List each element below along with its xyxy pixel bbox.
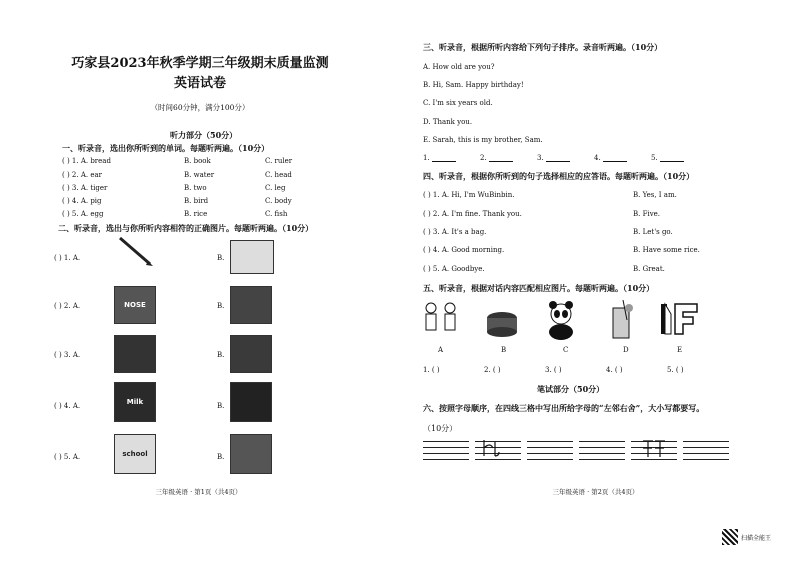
writing-grid[interactable] (527, 441, 573, 461)
s4-row: ( ) 2. A. I'm fine. Thank you. (423, 210, 522, 218)
face-image (230, 286, 272, 324)
s1-row: ( ) 1. A. bread (62, 157, 111, 165)
house-image (230, 434, 272, 474)
animal-image (230, 335, 272, 373)
s1-option-c: C. body (265, 197, 292, 205)
s1-option-b: B. book (184, 157, 211, 165)
section-6-score: （10分） (423, 424, 458, 433)
s5-answer[interactable]: 2. ( ) (484, 366, 501, 374)
s4-row: ( ) 4. A. Good morning. (423, 246, 505, 254)
s1-option-b: B. rice (184, 210, 208, 218)
s1-option-c: C. head (265, 171, 292, 179)
s3-blank[interactable]: 2. (480, 154, 513, 162)
eraser-image (230, 240, 274, 274)
section-2-title: 二、听录音，选出与你所听内容相符的正确图片。每题听两遍。（10分） (58, 223, 314, 233)
s1-option-b: B. water (184, 171, 215, 179)
s2-option-b: B. (217, 453, 225, 461)
s3-blank[interactable]: 5. (651, 154, 684, 162)
s3-item: A. How old are you? (423, 63, 495, 71)
letter-f-image (659, 300, 703, 340)
s4-row: ( ) 5. A. Goodbye. (423, 265, 485, 273)
s1-row: ( ) 5. A. egg (62, 210, 104, 218)
section-4-title: 四、听录音，根据你所听到的句子选择相应的应答语。每题听两遍。（10分） (423, 171, 695, 181)
s3-item: D. Thank you. (423, 118, 473, 126)
s2-option-b: B. (217, 254, 225, 262)
s5-label: D (623, 346, 629, 354)
handwritten-letters (481, 438, 501, 460)
listening-heading: 听力部分（50分） (170, 130, 238, 140)
s5-label: B (501, 346, 507, 354)
s5-label: C (563, 346, 569, 354)
s4-option-b: B. Let's go. (633, 228, 673, 236)
s3-item: C. I'm six years old. (423, 99, 493, 107)
s5-answer[interactable]: 5. ( ) (667, 366, 684, 374)
s1-option-c: C. ruler (265, 157, 293, 165)
exam-subtitle: 英语试卷 (173, 76, 226, 91)
juice-image (609, 300, 635, 340)
s2-option-b: B. (217, 402, 225, 410)
s4-option-b: B. Great. (633, 265, 665, 273)
s1-row: ( ) 3. A. tiger (62, 184, 108, 192)
nose-image: NOSE (114, 286, 156, 324)
s4-row: ( ) 3. A. It's a bag. (423, 228, 487, 236)
s5-label: A (438, 346, 444, 354)
writing-grid[interactable] (683, 441, 729, 461)
scanner-logo-text: 扫描全能王 (741, 534, 772, 542)
s1-row: ( ) 2. A. ear (62, 171, 102, 179)
s2-row: ( ) 3. A. (54, 351, 81, 359)
s5-answer[interactable]: 1. ( ) (423, 366, 440, 374)
s5-label: E (677, 346, 683, 354)
s5-answer[interactable]: 3. ( ) (545, 366, 562, 374)
right-page (397, 0, 794, 561)
s4-option-b: B. Five. (633, 210, 661, 218)
writing-grid[interactable] (423, 441, 469, 461)
s2-row: ( ) 5. A. (54, 453, 81, 461)
s5-answer[interactable]: 4. ( ) (606, 366, 623, 374)
section-3-title: 三、听录音，根据所听内容给下列句子排序。录音听两遍。（10分） (423, 42, 663, 52)
s1-row: ( ) 4. A. pig (62, 197, 102, 205)
s4-option-b: B. Have some rice. (633, 246, 700, 254)
cake-image (485, 300, 519, 340)
s1-option-b: B. bird (184, 197, 209, 205)
exam-title: 巧家县2023年秋季学期三年级期末质量监测 (71, 56, 329, 71)
s1-option-b: B. two (184, 184, 207, 192)
s2-row: ( ) 4. A. (54, 402, 81, 410)
school-image: school (114, 434, 156, 474)
page-footer: 三年级英语 · 第2页（共4页） (552, 488, 639, 496)
handwritten-letters (641, 438, 667, 460)
pencil-image (114, 236, 156, 266)
s4-option-b: B. Yes, I am. (633, 191, 677, 199)
rabbit-image (114, 335, 156, 373)
s2-option-b: B. (217, 302, 225, 310)
s3-blank[interactable]: 1. (423, 154, 456, 162)
s4-row: ( ) 1. A. Hi, I'm WuBinbin. (423, 191, 515, 199)
s2-row: ( ) 2. A. (54, 302, 81, 310)
fire-image (230, 382, 272, 422)
s3-blank[interactable]: 4. (594, 154, 627, 162)
s3-blank[interactable]: 3. (537, 154, 570, 162)
time-note: （时间60分钟，满分100分） (150, 103, 250, 112)
scanner-watermark (722, 529, 792, 545)
milk-image: Milk (114, 382, 156, 422)
writing-grid[interactable] (579, 441, 625, 461)
section-5-title: 五、听录音，根据对话内容匹配相应图片。每题听两遍。（10分） (423, 283, 655, 293)
s2-row: ( ) 1. A. (54, 254, 81, 262)
section-1-title: 一、听录音，选出你所听到的单词。每题听两遍。（10分） (62, 143, 270, 153)
s1-option-c: C. leg (265, 184, 286, 192)
s1-option-c: C. fish (265, 210, 288, 218)
children-image (419, 300, 463, 340)
s3-item: B. Hi, Sam. Happy birthday! (423, 81, 524, 89)
section-6-title: 六、按照字母顺序，在四线三格中写出所给字母的“左邻右舍”，大小写都要写。 (423, 403, 705, 413)
s2-option-b: B. (217, 351, 225, 359)
written-heading: 笔试部分（50分） (537, 384, 605, 394)
panda-image (543, 300, 579, 340)
s3-item: E. Sarah, this is my brother, Sam. (423, 136, 543, 144)
page-footer: 三年级英语 · 第1页（共4页） (155, 488, 242, 496)
qr-code-icon (722, 529, 738, 545)
